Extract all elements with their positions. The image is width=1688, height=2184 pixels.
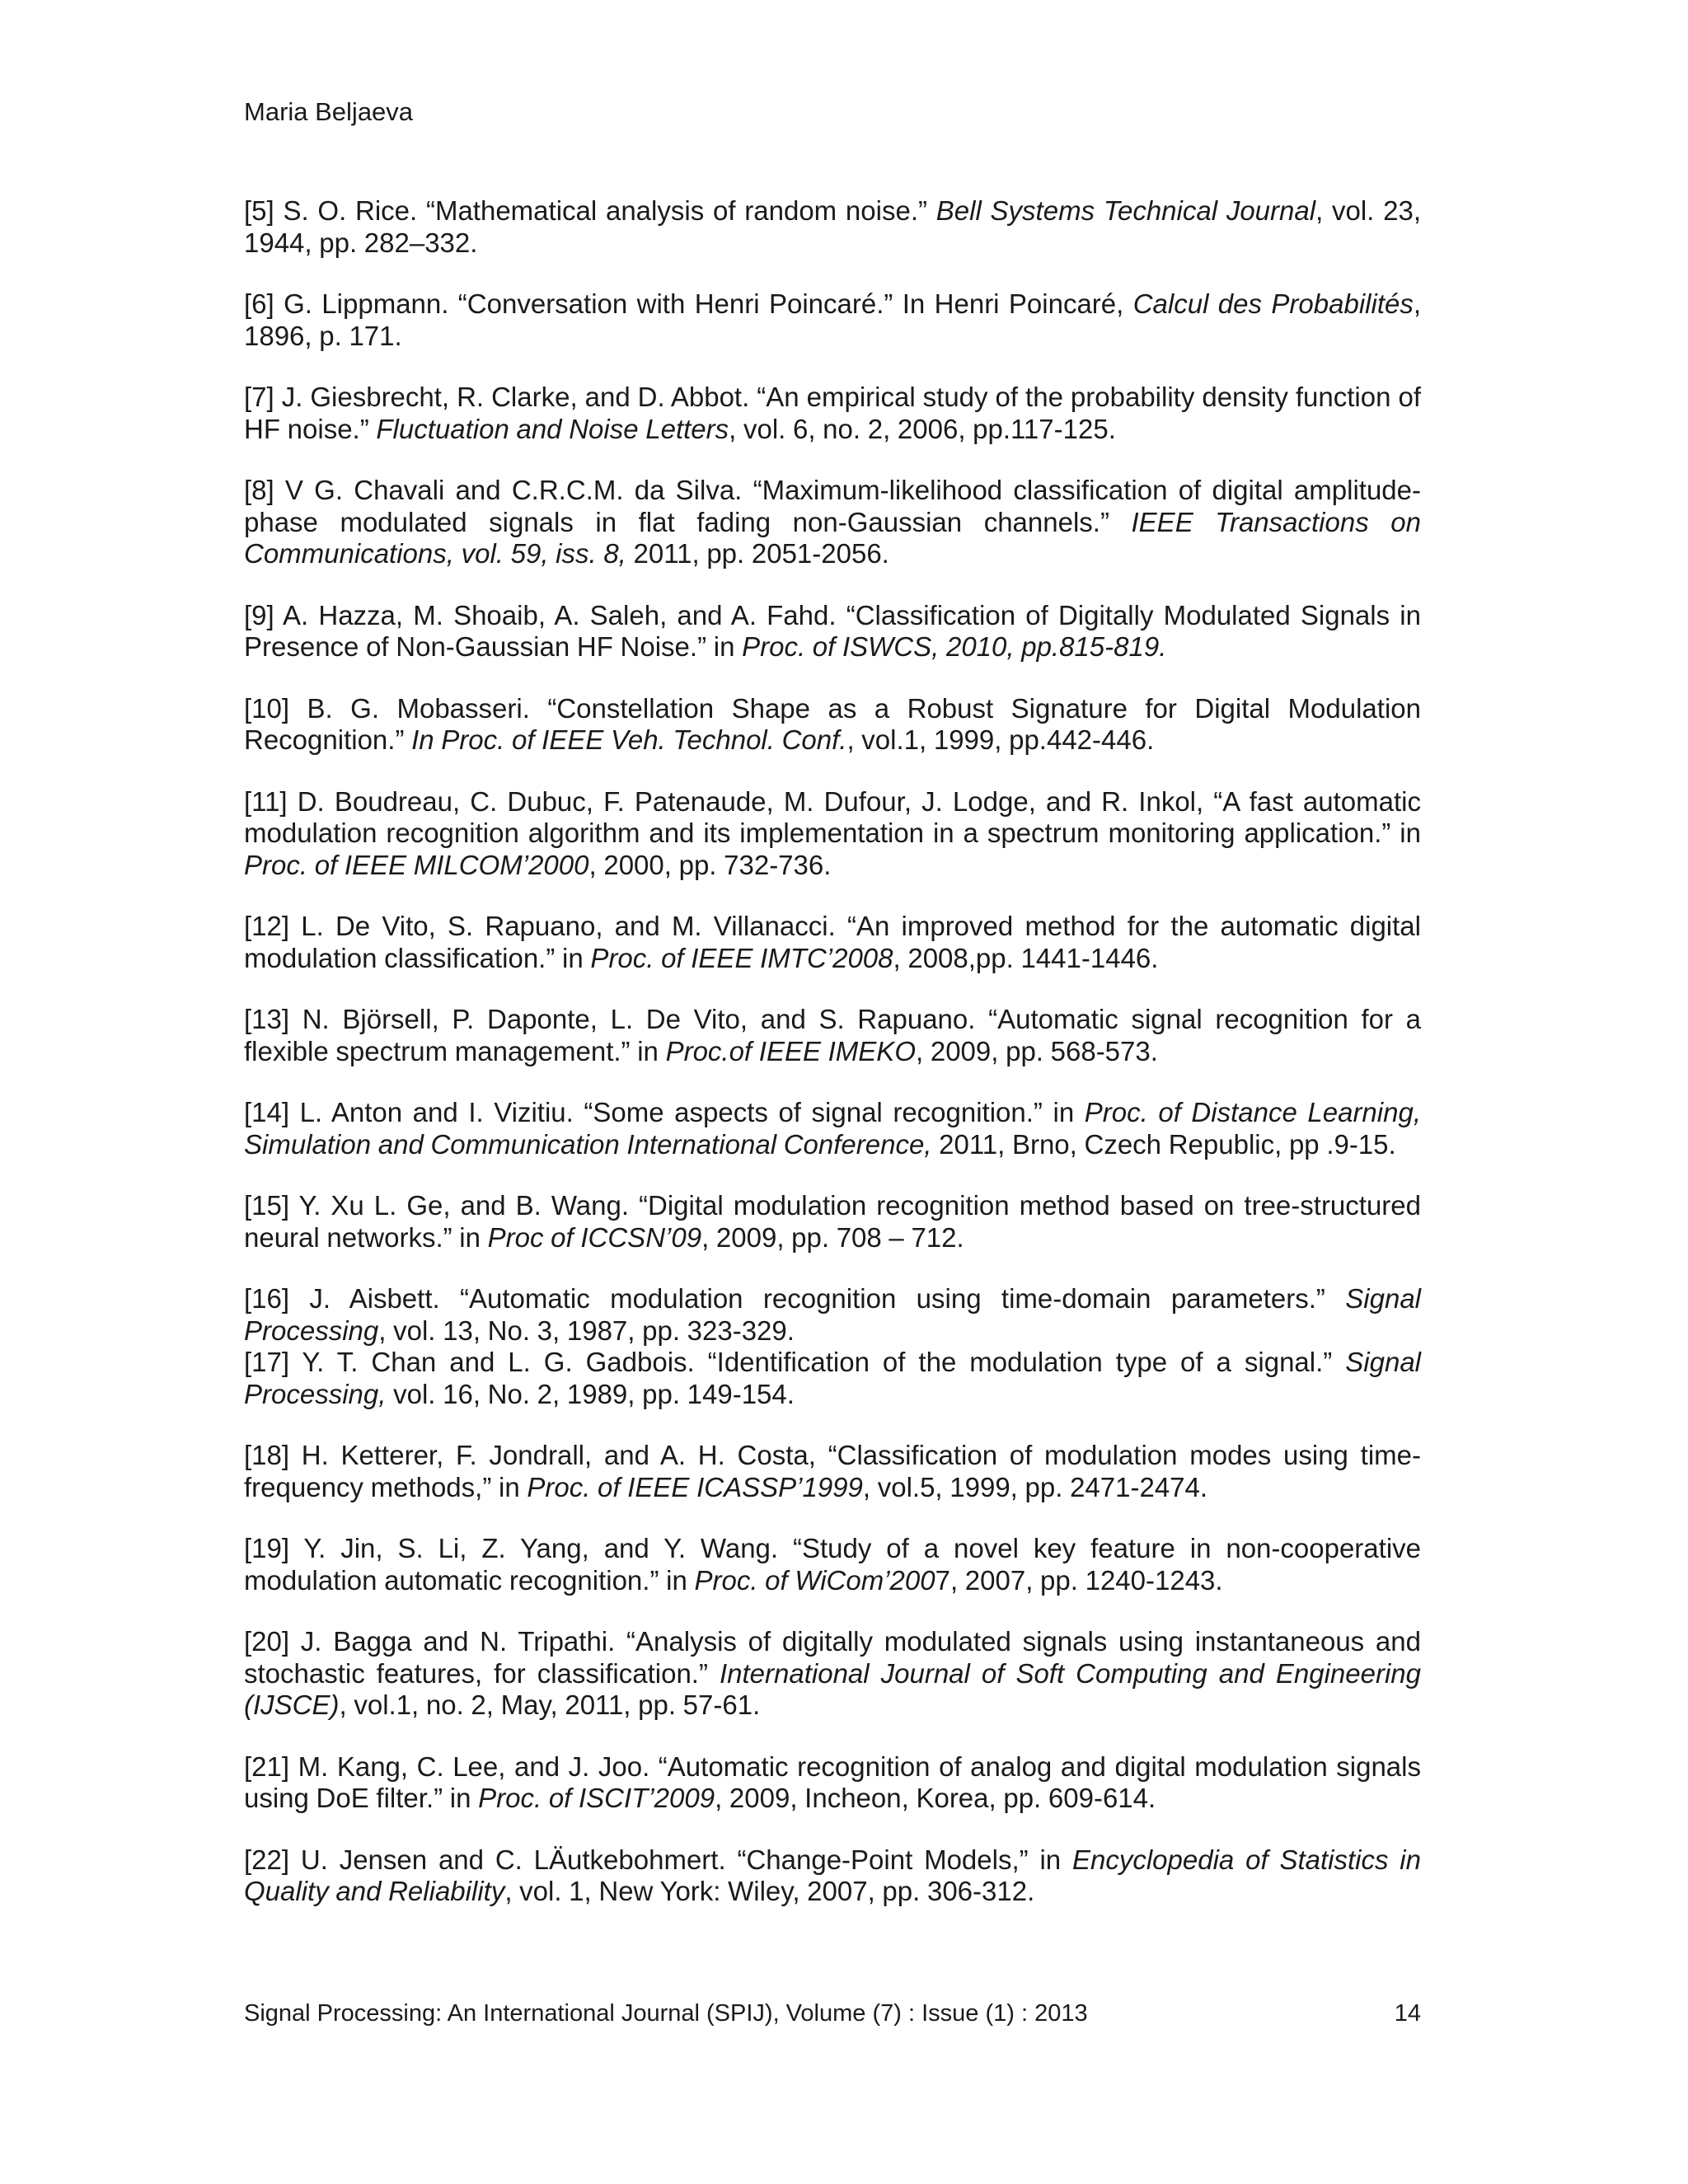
- reference-text-segment: , vol. 23, 1944, pp. 282–332.: [244, 195, 1422, 258]
- reference-italic-segment: Proc. of Distance Learning, Simulation and Communication International Conference,: [244, 1097, 1421, 1160]
- reference-text-segment: [12] L. De Vito, S. Rapuano, and M. Villanacci. “An improved method for the automatic digital modulation classification.” in: [244, 911, 1421, 973]
- reference-text-segment: [8] V G. Chavali and C.R.C.M. da Silva. “Maximum-likelihood classification of digital amplitude-phase modulated signals in flat fading non-Gaussian channels.”: [244, 475, 1421, 537]
- reference-text-segment: [19] Y. Jin, S. Li, Z. Yang, and Y. Wang. “Study of a novel key feature in non-cooperative modulation automatic recognition.” in: [244, 1533, 1421, 1596]
- reference-text-segment: [14] L. Anton and I. Vizitiu. “Some aspects of signal recognition.” in: [244, 1097, 1085, 1127]
- reference-text-segment: [15] Y. Xu L. Ge, and B. Wang. “Digital modulation recognition method based on tree-structured neural networks.” in: [244, 1190, 1421, 1253]
- page-number: 14: [1394, 2000, 1421, 2027]
- reference-italic-segment: Proc. of IEEE IMTC’2008: [590, 942, 893, 973]
- reference-entry-12: [244, 911, 1421, 974]
- reference-text-segment: [10] B. G. Mobasseri. “Constellation Shape as a Robust Signature for Digital Modulation Recognition.”: [244, 692, 1421, 755]
- reference-italic-segment: Proc. of IEEE ICASSP’1999: [527, 1471, 863, 1502]
- reference-text-segment: [21] M. Kang, C. Lee, and J. Joo. “Automatic recognition of analog and digital modulation signals using DoE filter.” in: [244, 1750, 1421, 1813]
- reference-entry-6: [244, 288, 1421, 352]
- reference-text-segment: [9] A. Hazza, M. Shoaib, A. Saleh, and A. Fahd. “Classification of Digitally Modulated Signals in Presence of Non-Gaussian HF Noise.” in: [244, 599, 1421, 662]
- reference-italic-segment: Proc. of ISCIT’2009: [478, 1783, 715, 1813]
- reference-italic-segment: Fluctuation and Noise Letters: [376, 413, 729, 444]
- reference-text-segment: [7] J. Giesbrecht, R. Clarke, and D. Abbot. “An empirical study of the probability density function of HF noise.”: [244, 382, 1421, 444]
- reference-text-segment: [11] D. Boudreau, C. Dubuc, F. Patenaude, M. Dufour, J. Lodge, and R. Inkol, “A fast automatic modulation recognition algorithm and its implementation in a spectrum monitoring application.” in: [244, 785, 1421, 848]
- reference-italic-segment: Signal Processing: [244, 1283, 1421, 1346]
- reference-entry-21: [244, 1751, 1421, 1815]
- reference-text-segment: , vol.1, no. 2, May, 2011, pp. 57-61.: [339, 1690, 761, 1720]
- reference-italic-segment: Signal Processing,: [244, 1347, 1421, 1409]
- reference-entry-5: [244, 195, 1421, 259]
- reference-entry-13: [244, 1004, 1421, 1067]
- reference-italic-segment: Proc. of IEEE MILCOM’2000: [244, 849, 589, 880]
- reference-text-segment: , 1896, p. 171.: [244, 288, 1422, 351]
- reference-italic-segment: Proc.of IEEE IMEKO: [665, 1035, 916, 1066]
- reference-list: [244, 195, 1421, 1938]
- reference-text-segment: [17] Y. T. Chan and L. G. Gadbois. “Identification of the modulation type of a signal.”: [244, 1347, 1346, 1377]
- reference-text-segment: , vol. 6, no. 2, 2006, pp.117-125.: [729, 413, 1116, 444]
- reference-text-segment: , vol.1, 1999, pp.442-446.: [846, 724, 1155, 755]
- reference-text-segment: , 2009, pp. 708 – 712.: [701, 1221, 964, 1253]
- reference-text-segment: , vol. 13, No. 3, 1987, pp. 323-329.: [378, 1315, 795, 1346]
- reference-italic-segment: Encyclopedia of Statistics in Quality and Reliability: [244, 1844, 1421, 1906]
- reference-text-segment: [22] U. Jensen and C. LÄutkebohmert. “Change-Point Models,” in: [244, 1844, 1072, 1875]
- reference-entry-20: [244, 1626, 1421, 1722]
- reference-italic-segment: International Journal of Soft Computing and Engineering (IJSCE): [244, 1657, 1421, 1720]
- reference-italic-segment: Calcul des Probabilités: [1132, 288, 1414, 319]
- running-header-author: Maria Beljaeva: [244, 97, 414, 126]
- reference-entry-19: [244, 1533, 1421, 1596]
- reference-text-segment: , vol. 1, New York: Wiley, 2007, pp. 306-312.: [504, 1876, 1035, 1906]
- reference-entry-10: [244, 693, 1421, 757]
- reference-entry-15: [244, 1190, 1421, 1254]
- reference-text-segment: , 2000, pp. 732-736.: [588, 849, 832, 880]
- reference-text-segment: vol. 16, No. 2, 1989, pp. 149-154.: [386, 1378, 795, 1409]
- reference-italic-segment: Proc. of WiCom’200: [694, 1564, 935, 1596]
- reference-entry-22: [244, 1844, 1421, 1908]
- reference-text-segment: , 2009, Incheon, Korea, pp. 609-614.: [715, 1783, 1156, 1813]
- reference-entry-7: [244, 382, 1421, 445]
- reference-entry-18: [244, 1440, 1421, 1503]
- reference-entry-11: [244, 786, 1421, 882]
- reference-text-segment: [13] N. Björsell, P. Daponte, L. De Vito, and S. Rapuano. “Automatic signal recognition for a flexible spectrum management.” in: [244, 1004, 1421, 1066]
- reference-text-segment: [18] H. Ketterer, F. Jondrall, and A. H. Costa, “Classification of modulation modes using time-frequency methods,” in: [244, 1440, 1421, 1502]
- reference-text-segment: [6] G. Lippmann. “Conversation with Henri Poincaré.” In Henri Poincaré,: [244, 288, 1133, 319]
- reference-italic-segment: Bell Systems Technical Journal: [935, 195, 1316, 226]
- reference-text-segment: , 2009, pp. 568-573.: [916, 1035, 1158, 1066]
- reference-text-segment: [5] S. O. Rice. “Mathematical analysis of random noise.”: [244, 195, 936, 226]
- reference-text-segment: 2011, pp. 2051-2056.: [626, 538, 889, 569]
- reference-entry-9: [244, 600, 1421, 663]
- reference-text-segment: , vol.5, 1999, pp. 2471-2474.: [862, 1471, 1208, 1502]
- reference-text-segment: , 2008,pp. 1441-1446.: [893, 942, 1159, 973]
- reference-italic-segment: Proc of ICCSN’09: [487, 1221, 702, 1253]
- reference-italic-segment: IEEE Transactions on Communications, vol. 59, iss. 8,: [244, 506, 1421, 569]
- reference-entry-8: [244, 475, 1421, 570]
- reference-entry-17: [244, 1347, 1421, 1410]
- reference-italic-segment: Proc. of ISWCS, 2010, pp.815-819.: [742, 631, 1167, 662]
- reference-entry-14: [244, 1097, 1421, 1160]
- reference-text-segment: [20] J. Bagga and N. Tripathi. “Analysis of digitally modulated signals using instantaneous and stochastic features, for classification.”: [244, 1626, 1421, 1689]
- reference-italic-segment: In Proc. of IEEE Veh. Technol. Conf.: [411, 724, 847, 755]
- footer-journal-title: Signal Processing: An International Journal (SPIJ), Volume (7) : Issue (1) : 2013: [244, 2000, 1088, 2027]
- reference-text-segment: 2011, Brno, Czech Republic, pp .9-15.: [931, 1128, 1396, 1160]
- reference-text-segment: [16] J. Aisbett. “Automatic modulation recognition using time-domain parameters.”: [244, 1283, 1346, 1314]
- reference-text-segment: 7, 2007, pp. 1240-1243.: [935, 1564, 1223, 1596]
- reference-entry-16: [244, 1283, 1421, 1347]
